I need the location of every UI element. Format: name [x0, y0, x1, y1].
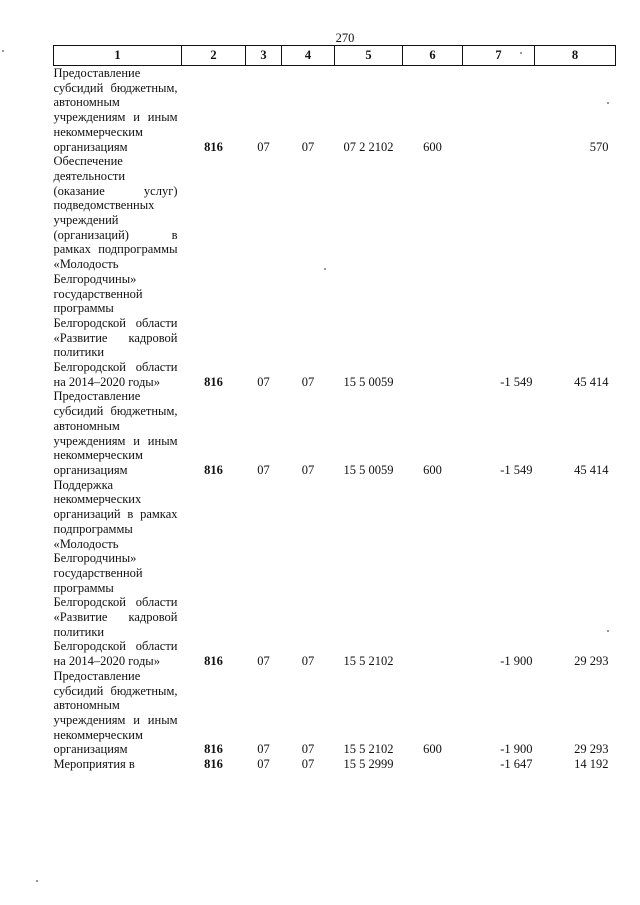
row-name: Предоставление субсидий бюджетным, автономным учреждениям и иным некоммерческим организациям	[53, 66, 178, 154]
scan-speck	[607, 102, 609, 104]
row-expense-type: 600	[423, 742, 442, 757]
row-subsection: 07	[301, 757, 315, 772]
row-total: 29 293	[574, 654, 609, 669]
row-section: 07	[257, 757, 270, 772]
scan-speck	[324, 268, 326, 270]
row-expense-type: 600	[423, 139, 442, 154]
row-subsection: 07	[301, 742, 315, 757]
row-subsection: 07	[301, 654, 315, 669]
row-name: Предоставление субсидий бюджетным, автономным учреждениям и иным некоммерческим организациям	[53, 389, 178, 477]
row-expense-type: 600	[423, 462, 442, 477]
row-code: 816	[204, 742, 223, 757]
row-total: 570	[589, 139, 609, 154]
row-section: 07	[257, 742, 270, 757]
row-target-article: 15 5 2102	[343, 654, 394, 669]
row-name: Мероприятия в	[53, 757, 135, 772]
column-header: 2	[182, 46, 246, 66]
table-header-row	[54, 46, 616, 66]
column-header: 3	[246, 46, 282, 66]
scan-speck	[36, 880, 38, 882]
row-change: -1 647	[500, 757, 533, 772]
row-name: Предоставление субсидий бюджетным, автономным учреждениям и иным некоммерческим организациям	[53, 668, 178, 757]
row-code: 816	[204, 139, 223, 154]
column-header: 1	[54, 46, 182, 66]
row-total: 45 414	[574, 374, 609, 389]
row-target-article: 07 2 2102	[343, 139, 394, 154]
row-expense-type	[403, 154, 463, 389]
table-row	[54, 66, 616, 155]
row-target-article: 15 5 0059	[343, 462, 394, 477]
table-row	[54, 757, 616, 772]
table-row	[54, 389, 616, 477]
row-expense-type	[403, 757, 463, 772]
scan-speck	[2, 50, 4, 52]
column-header: 7	[463, 46, 535, 66]
budget-table	[53, 45, 616, 772]
row-section: 07	[257, 462, 270, 477]
row-subsection: 07	[301, 462, 315, 477]
row-section: 07	[257, 374, 270, 389]
row-change: -1 549	[500, 374, 533, 389]
row-change: -1 900	[500, 742, 533, 757]
row-subsection: 07	[301, 139, 315, 154]
row-name: Поддержка некоммерческих организаций в рамках подпрограммы «Молодость Белгородчины» государственной программы Белгородской области «Развитие кадровой политики Белгородской области на 2014–2020 годы»	[53, 477, 178, 669]
row-target-article: 15 5 0059	[343, 374, 394, 389]
row-total: 45 414	[574, 462, 609, 477]
table-row	[54, 154, 616, 389]
column-header: 4	[282, 46, 335, 66]
row-subsection: 07	[301, 374, 315, 389]
scan-speck	[607, 630, 609, 632]
column-header: 5	[335, 46, 403, 66]
row-code: 816	[204, 374, 223, 389]
row-target-article: 15 5 2999	[343, 757, 394, 772]
table-row	[54, 478, 616, 669]
column-header: 6	[403, 46, 463, 66]
row-name: Обеспечение деятельности (оказание услуг) подведомственных учреждений (организаций) в рамках подпрограммы «Молодость Белгородчины» государственной программы Белгородской области «Развитие кадровой политики Белгородской области на 2014–2020 годы»	[53, 154, 178, 389]
row-change: -1 900	[500, 654, 533, 669]
row-section: 07	[257, 654, 270, 669]
row-change: -1 549	[500, 462, 533, 477]
column-header: 8	[535, 46, 616, 66]
row-target-article: 15 5 2102	[343, 742, 394, 757]
row-change	[463, 66, 535, 155]
row-total: 14 192	[574, 757, 609, 772]
row-expense-type	[403, 478, 463, 669]
row-total: 29 293	[574, 742, 609, 757]
scan-speck	[520, 52, 522, 54]
budget-table-wrapper	[53, 45, 615, 772]
row-code: 816	[204, 462, 223, 477]
row-section: 07	[257, 139, 270, 154]
row-code: 816	[204, 757, 223, 772]
page-number: 270	[335, 31, 355, 45]
table-row	[54, 669, 616, 757]
row-code: 816	[204, 654, 223, 669]
